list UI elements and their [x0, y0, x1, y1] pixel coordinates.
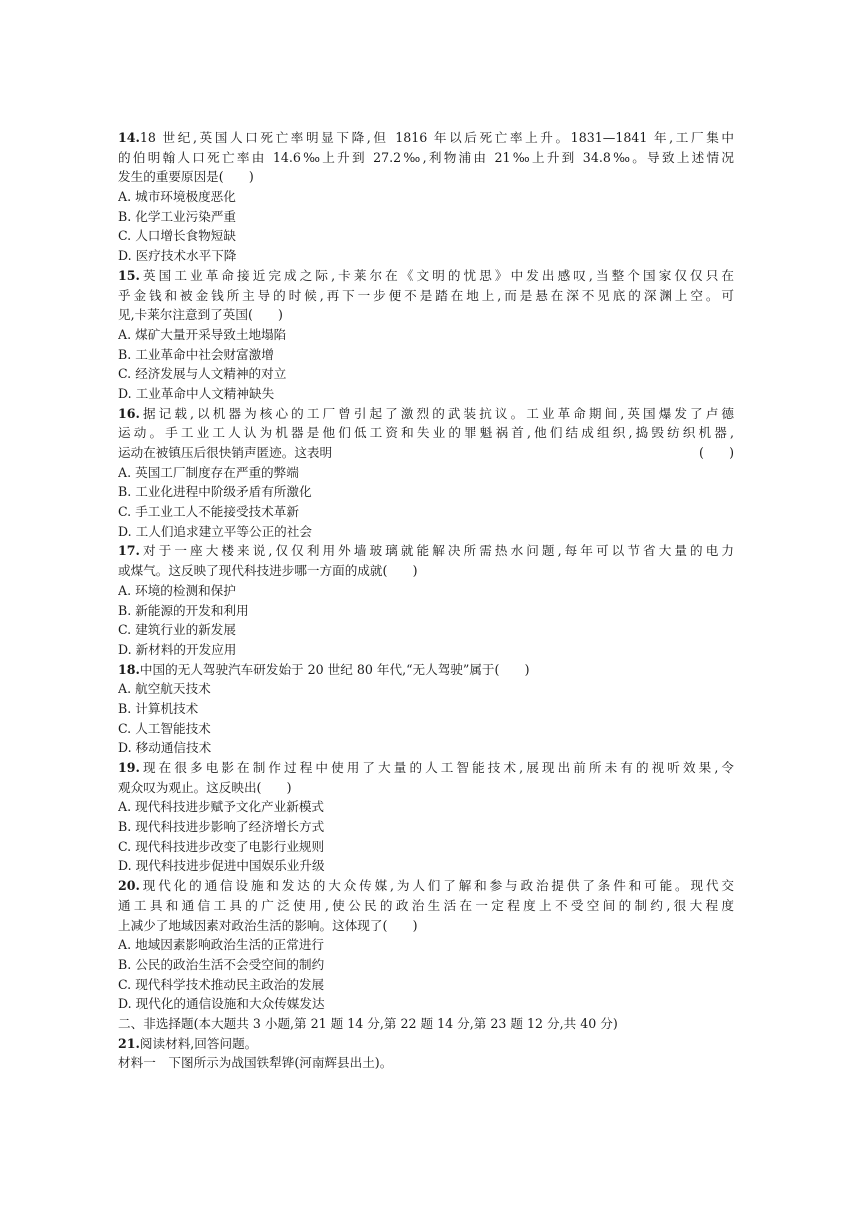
question-stem-line: 通工具和通信工具的广泛使用,使公民的政治生活在一定程度上不受空间的制约,很大程度 [118, 897, 734, 913]
question-number: 17. [118, 543, 140, 559]
section-heading: 二、非选择题(本大题共 3 小题,第 21 题 14 分,第 22 题 14 分,第 23 题 12 分,共 40 分) [118, 1015, 618, 1031]
option-d: D. 现代科技进步促进中国娱乐业升级 [118, 858, 325, 874]
option-d: D. 工人们追求建立平等公正的社会 [118, 523, 312, 539]
option-d: D. 新材料的开发应用 [118, 641, 237, 657]
question-stem-line: 20.现代化的通信设施和发达的大众传媒,为人们了解和参与政治提供了条件和可能。现代交 [118, 878, 734, 894]
option-c: C. 人工智能技术 [118, 720, 211, 736]
option-a: A. 地域因素影响政治生活的正常进行 [118, 937, 325, 953]
question-number: 14. [118, 130, 140, 145]
question-15 [118, 266, 734, 404]
option-a: A. 航空航天技术 [118, 681, 211, 697]
option-b: B. 计算机技术 [118, 700, 199, 716]
question-stem-line: 见,卡莱尔注意到了英国( ) [118, 307, 283, 323]
question-stem-line: 观众叹为观止。这反映出( ) [118, 779, 292, 795]
option-a: A. 煤矿大量开采导致土地塌陷 [118, 326, 287, 342]
question-number: 16. [118, 405, 140, 421]
option-c: C. 人口增长食物短缺 [118, 228, 236, 244]
option-a: A. 现代科技进步赋予文化产业新模式 [118, 799, 325, 815]
option-b: B. 工业革命中社会财富激增 [118, 346, 274, 362]
question-14 [118, 128, 734, 266]
question-20 [118, 876, 734, 1014]
option-a: A. 环境的检测和保护 [118, 582, 236, 598]
option-d: D. 移动通信技术 [118, 740, 212, 756]
question-18 [118, 660, 734, 758]
question-number: 21. [118, 1035, 140, 1051]
question-21 [118, 1034, 734, 1073]
question-number: 15. [118, 267, 140, 283]
option-a: A. 英国工厂制度存在严重的弊端 [118, 464, 299, 480]
question-19 [118, 758, 734, 876]
question-stem-line: 17.对于一座大楼来说,仅仅利用外墙玻璃就能解决所需热水问题,每年可以节省大量的电力 [118, 543, 734, 559]
question-stem-line: 19.现在很多电影在制作过程中使用了大量的人工智能技术,展现出前所未有的视听效果,令 [118, 760, 734, 775]
question-stem-line: 乎金钱和被金钱所主导的时候,再下一步便不是踏在地上,而是悬在深不见底的深渊上空。可 [118, 287, 734, 303]
option-c: C. 经济发展与人文精神的对立 [118, 366, 287, 382]
option-d: D. 医疗技术水平下降 [118, 248, 237, 264]
option-d: D. 现代化的通信设施和大众传媒发达 [118, 996, 325, 1012]
question-number: 20. [118, 878, 140, 894]
exam-page [118, 128, 734, 1073]
option-a: A. 城市环境极度恶化 [118, 189, 236, 205]
question-stem-line: 上减少了地域因素对政治生活的影响。这体现了( ) [118, 917, 418, 933]
question-stem-line: 运动在被镇压后很快销声匿迹。这表明 ( ) [118, 443, 734, 463]
question-number: 18. [118, 661, 140, 677]
question-16 [118, 404, 734, 542]
option-b: B. 现代科技进步影响了经济增长方式 [118, 819, 325, 835]
option-c: C. 现代科技进步改变了电影行业规则 [118, 838, 325, 854]
material-one: 材料一 下图所示为战国铁犁铧(河南辉县出土)。 [118, 1055, 393, 1071]
option-c: C. 手工业工人不能接受技术革新 [118, 504, 299, 520]
question-17 [118, 541, 734, 659]
question-stem-line: 21.阅读材料,回答问题。 [118, 1035, 258, 1051]
option-c: C. 现代科学技术推动民主政治的发展 [118, 976, 325, 992]
option-b: B. 化学工业污染严重 [118, 208, 237, 224]
question-number: 19. [118, 760, 140, 775]
question-stem-line: 18.中国的无人驾驶汽车研发始于 20 世纪 80 年代,“无人驾驶”属于( ) [118, 661, 530, 677]
question-stem-line: 发生的重要原因是( ) [118, 169, 254, 185]
question-stem-line: 的伯明翰人口死亡率由 14.6‰上升到 27.2‰,利物浦由 21‰上升到 34.8‰。导致上述情况 [118, 149, 734, 165]
option-b: B. 公民的政治生活不会受空间的制约 [118, 956, 325, 972]
option-b: B. 工业化进程中阶级矛盾有所激化 [118, 484, 312, 500]
option-d: D. 工业革命中人文精神缺失 [118, 385, 275, 401]
question-stem-line: 14.18 世纪,英国人口死亡率明显下降,但 1816 年以后死亡率上升。1831—1841 年,工厂集中 [118, 130, 734, 145]
question-stem-line: 运动。手工业工人认为机器是他们低工资和失业的罪魁祸首,他们结成组织,捣毁纺织机器, [118, 425, 734, 441]
question-stem-line: 16.据记载,以机器为核心的工厂曾引起了激烈的武装抗议。工业革命期间,英国爆发了卢德 [118, 405, 734, 421]
question-stem-line: 15.英国工业革命接近完成之际,卡莱尔在《文明的忧思》中发出感叹,当整个国家仅仅只在 [118, 267, 734, 283]
answer-blank: ( ) [698, 445, 734, 460]
question-stem-line: 或煤气。这反映了现代科技进步哪一方面的成就( ) [118, 563, 418, 579]
option-c: C. 建筑行业的新发展 [118, 622, 236, 638]
option-b: B. 新能源的开发和利用 [118, 602, 249, 618]
